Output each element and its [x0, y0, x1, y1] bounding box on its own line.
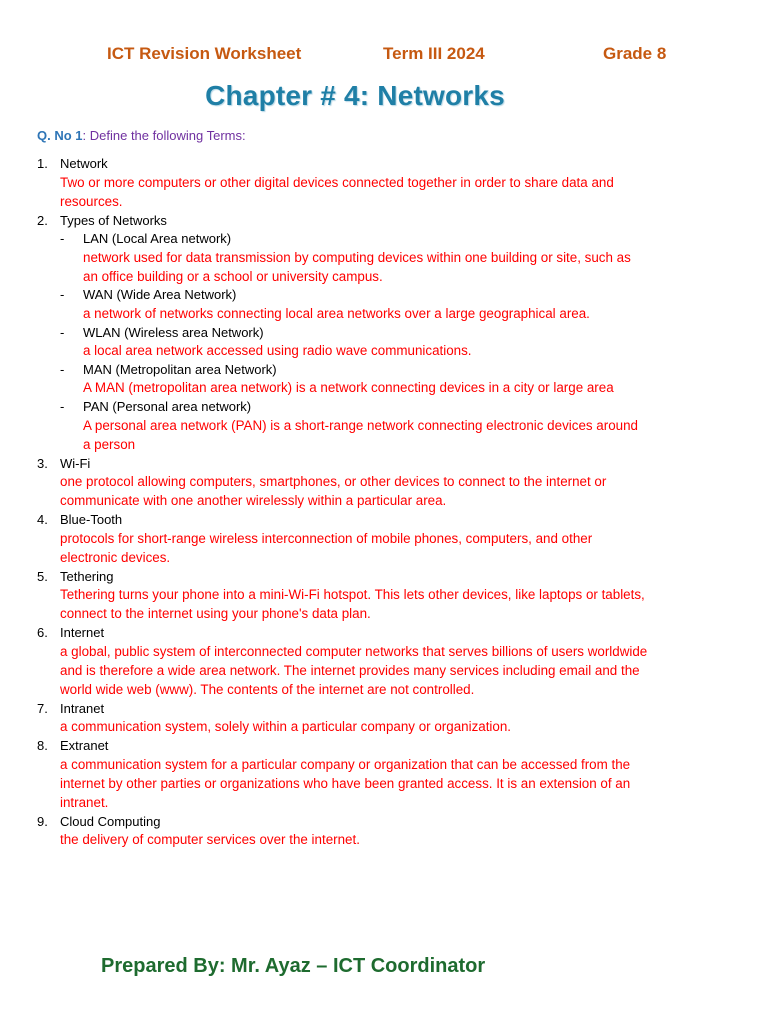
term-name: Blue-Tooth [60, 512, 123, 528]
sub-term-name: MAN (Metropolitan area Network) [83, 362, 277, 378]
term-name: Types of Networks [60, 212, 167, 228]
prepared-by-footer: Prepared By: Mr. Ayaz – ICT Coordinator [101, 955, 486, 977]
terms-list [0, 155, 768, 850]
dash-bullet: - [60, 324, 65, 340]
term-name: Extranet [60, 738, 109, 754]
dash-bullet: - [60, 231, 65, 247]
list-item-internet [0, 624, 768, 699]
term-label: Term III 2024 [383, 44, 485, 63]
question-line [37, 128, 246, 143]
list-item-network [0, 155, 768, 212]
item-number: 7. [37, 700, 48, 716]
dash-bullet: - [60, 399, 65, 415]
item-number: 5. [37, 568, 48, 584]
question-colon: : [82, 128, 87, 143]
chapter-title: Chapter # 4: Networks [205, 80, 505, 111]
sub-term-name: WLAN (Wireless area Network) [83, 324, 264, 340]
item-number: 8. [37, 738, 48, 754]
list-item-bluetooth [0, 511, 768, 568]
list-item-wifi [0, 455, 768, 512]
term-name: Tethering [60, 568, 114, 584]
sub-term-name: LAN (Local Area network) [83, 231, 232, 247]
worksheet-title: ICT Revision Worksheet [107, 44, 302, 63]
item-number: 2. [37, 212, 48, 228]
worksheet-header [0, 44, 768, 68]
term-definition: a communication system for a particular company or organization that can be accessed from the internet by other parties or organizations who have been granted access. It is an extension of an intranet. [60, 756, 631, 810]
sub-term-definition: a network of networks connecting local area networks over a large geographical area. [83, 305, 590, 321]
term-definition: one protocol allowing computers, smartphones, or other devices to connect to the internet or communicate with one another wirelessly within a particular area. [60, 474, 607, 509]
term-definition: protocols for short-range wireless interconnection of mobile phones, computers, and other electronic devices. [60, 530, 593, 565]
term-definition: Tethering turns your phone into a mini-Wi-Fi hotspot. This lets other devices, like laptops or tablets, connect to the internet using your phone's data plan. [60, 587, 645, 622]
term-definition: a global, public system of interconnected computer networks that serves billions of users worldwide and is therefore a wide area network. The internet provides many services including email and the world wide web (www). The contents of the internet are not controlled. [60, 643, 648, 697]
item-number: 1. [37, 156, 48, 171]
sub-item-wlan [0, 324, 768, 361]
sub-item-pan [0, 398, 768, 454]
sub-term-definition: A personal area network (PAN) is a short-range network connecting electronic devices around a person [83, 417, 639, 452]
item-number: 9. [37, 813, 48, 829]
list-item-tethering [0, 568, 768, 625]
list-item-types-of-networks [0, 212, 768, 455]
term-name: Internet [60, 625, 105, 641]
term-name: Network [60, 156, 108, 171]
question-number: Q. No 1 [37, 128, 83, 143]
sub-item-wan [0, 286, 768, 323]
item-number: 6. [37, 625, 48, 641]
list-item-extranet [0, 737, 768, 812]
sub-term-definition: A MAN (metropolitan area network) is a network connecting devices in a city or large area [83, 380, 614, 396]
term-definition: Two or more computers or other digital devices connected together in order to share data and resources. [60, 174, 614, 209]
list-item-cloud-computing [0, 813, 768, 851]
dash-bullet: - [60, 362, 65, 378]
sub-term-name: PAN (Personal area network) [83, 399, 252, 415]
term-definition: the delivery of computer services over the internet. [60, 832, 360, 848]
term-name: Cloud Computing [60, 813, 161, 829]
term-definition: a communication system, solely within a particular company or organization. [60, 719, 512, 735]
list-item-intranet [0, 700, 768, 738]
item-number: 3. [37, 455, 48, 471]
sub-term-definition: network used for data transmission by computing devices within one building or site, such as an office building or a school or university campus. [83, 249, 631, 284]
sub-item-lan [0, 230, 768, 286]
dash-bullet: - [60, 287, 65, 303]
grade-label: Grade 8 [603, 44, 667, 63]
sub-term-definition: a local area network accessed using radio wave communications. [83, 343, 472, 359]
term-name: Intranet [60, 700, 105, 716]
term-name: Wi-Fi [60, 455, 91, 471]
question-text: Define the following Terms: [86, 128, 246, 143]
sub-term-name: WAN (Wide Area Network) [83, 287, 237, 303]
sub-item-man [0, 361, 768, 398]
item-number: 4. [37, 512, 48, 528]
